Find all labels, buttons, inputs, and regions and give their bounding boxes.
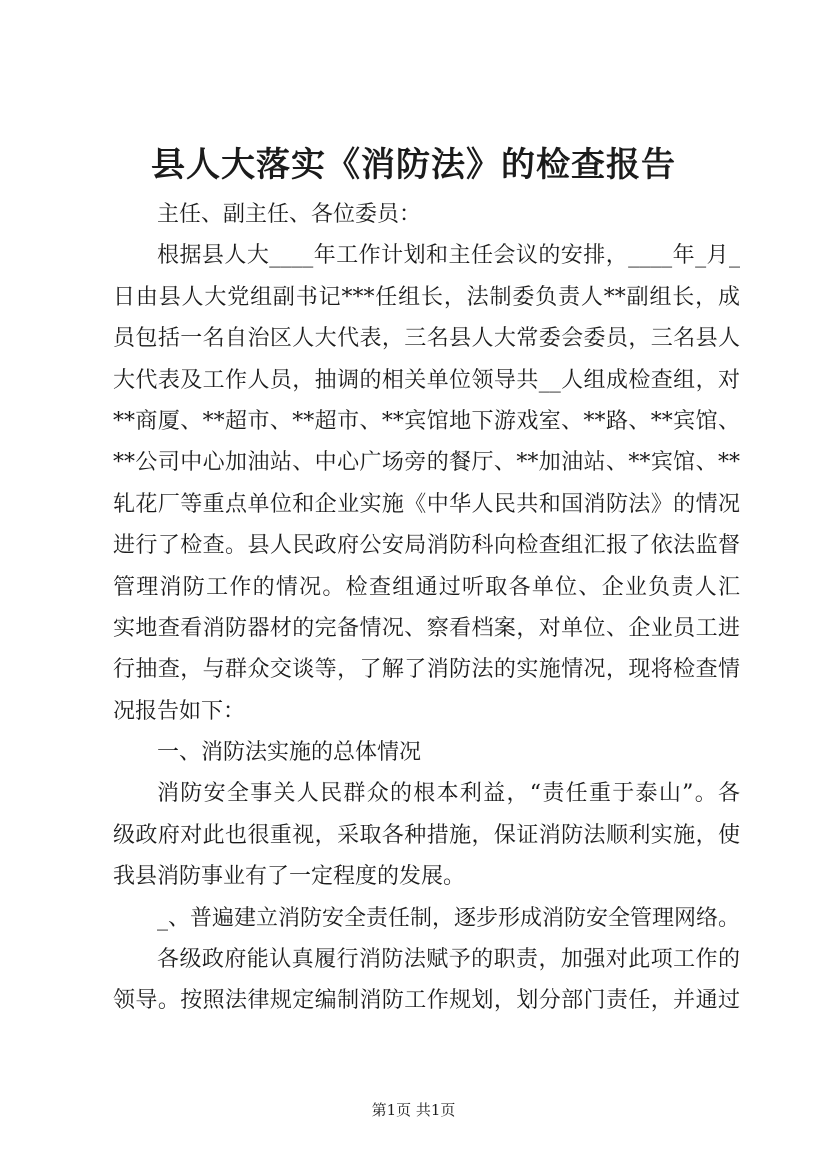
body-line: 员包括一名自治区人大代表，三名县人大常委会委员，三名县人 <box>113 326 740 352</box>
body-line: 日由县人大党组副书记***任组长，法制委负责人**副组长，成 <box>113 284 740 310</box>
body-line: 根据县人大____年工作计划和主任会议的安排，____年_月_ <box>157 243 740 269</box>
body-line: 消防安全事关人民群众的根本利益，“责任重于泰山”。各 <box>157 781 740 807</box>
body-line: 领导。按照法律规定编制消防工作规划，划分部门责任，并通过 <box>113 988 740 1014</box>
page-footer: 第1页 共1页 <box>371 1101 456 1119</box>
body-line: 实地查看消防器材的完备情况、察看档案，对单位、企业员工进 <box>113 615 740 641</box>
paragraph <box>113 898 740 939</box>
body-line: _、普遍建立消防安全责任制，逐步形成消防安全管理网络。 <box>157 905 740 931</box>
body-line: 轧花厂等重点单位和企业实施《中华人民共和国消防法》的情况 <box>113 491 740 517</box>
paragraph <box>113 194 740 235</box>
page-title: 县人大落实《消防法》的检查报告 <box>151 145 676 185</box>
body-line: 进行了检查。县人民政府公安局消防科向检查组汇报了依法监督 <box>113 533 740 559</box>
document-body <box>113 194 740 1022</box>
body-line: 各级政府能认真履行消防法赋予的职责，加强对此项工作的 <box>157 947 740 973</box>
section-heading <box>113 732 740 773</box>
paragraph <box>113 939 740 1022</box>
section-heading-line: 一、消防法实施的总体情况 <box>157 740 422 766</box>
body-line: 我县消防事业有了一定程度的发展。 <box>113 864 466 890</box>
body-line: 级政府对此也很重视，采取各种措施，保证消防法顺利实施，使 <box>113 822 740 848</box>
paragraph <box>113 773 740 897</box>
body-line: 主任、副主任、各位委员： <box>157 202 422 227</box>
body-line: 况报告如下： <box>113 698 246 724</box>
body-line: 管理消防工作的情况。检查组通过听取各单位、企业负责人汇 <box>113 574 740 600</box>
paragraph <box>113 235 740 732</box>
body-line: **商厦、**超市、**超市、**宾馆地下游戏室、**路、**宾馆、 <box>113 408 740 434</box>
body-line: 大代表及工作人员，抽调的相关单位领导共__人组成检查组，对 <box>113 367 740 393</box>
body-line: 行抽查，与群众交谈等，了解了消防法的实施情况，现将检查情 <box>113 657 740 683</box>
body-line: **公司中心加油站、中心广场旁的餐厅、**加油站、**宾馆、** <box>113 450 740 476</box>
